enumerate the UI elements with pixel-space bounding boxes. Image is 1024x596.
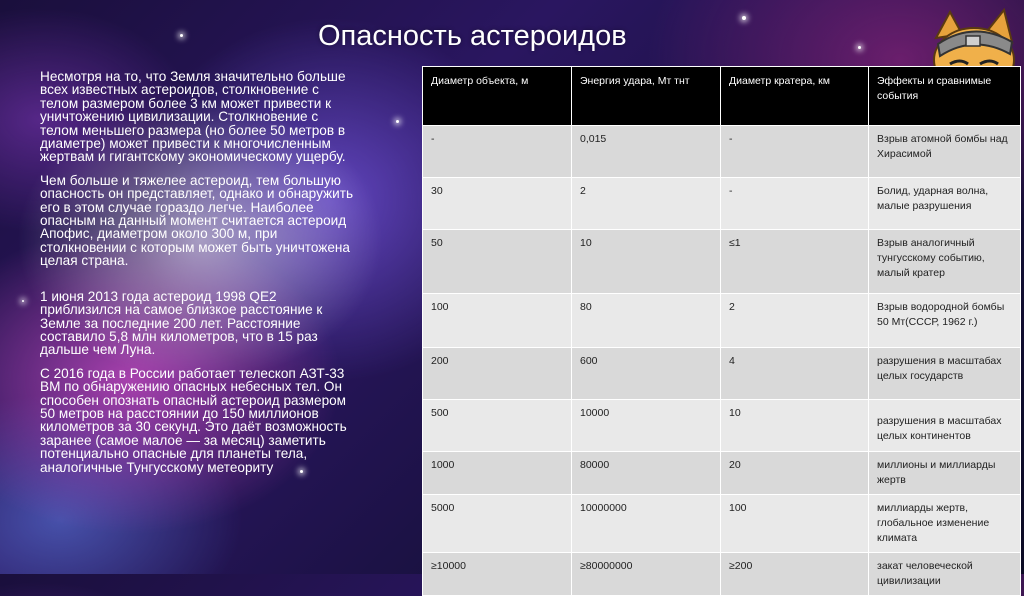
header-crater: Диаметр кратера, км <box>721 67 869 126</box>
table-header-row <box>423 67 1021 126</box>
cell-diameter: 5000 <box>423 495 572 553</box>
table-row <box>423 126 1021 178</box>
cell-crater: 2 <box>721 294 869 348</box>
cell-effects: миллионы и миллиарды жертв <box>869 452 1021 495</box>
cell-effects: Взрыв водородной бомбы 50 Мт(СССР, 1962 г.) <box>869 294 1021 348</box>
star-decoration <box>858 46 861 49</box>
cell-energy: 10000 <box>572 400 721 452</box>
paragraph-qe2: 1 июня 2013 года астероид 1998 QE2 приблизился на самое близкое расстояние к Земле за последние 200 лет. Расстояние составило 5,8 млн километров, что в 15 раз дальше чем Луна. <box>40 288 323 358</box>
cell-diameter: ≥10000 <box>423 553 572 596</box>
cell-energy: ≥80000000 <box>572 553 721 596</box>
cell-energy: 80 <box>572 294 721 348</box>
paragraph-apophis: Чем больше и тяжелее астероид, тем большую опасность он представляет, однако и обнаружить его в этом случае гораздо легче. Наиболее опасным на данный момент считается астероид Апофис, диаметром около 300 м, при столкновении с которым может быть уничтожена целая страна. <box>40 172 354 269</box>
cell-crater: 20 <box>721 452 869 495</box>
cell-diameter: 1000 <box>423 452 572 495</box>
cell-crater: 4 <box>721 348 869 400</box>
asteroid-impact-table <box>422 66 1020 587</box>
cell-diameter: 200 <box>423 348 572 400</box>
table-row <box>423 553 1021 596</box>
header-energy: Энергия удара, Мт тнт <box>572 67 721 126</box>
slide-title: Опасность астероидов <box>318 20 627 52</box>
cell-effects: миллиарды жертв, глобальное изменение климата <box>869 495 1021 553</box>
table-row <box>423 230 1021 294</box>
slide-body-text <box>40 70 358 484</box>
star-decoration <box>396 120 399 123</box>
cell-effects: Болид, ударная волна, малые разрушения <box>869 178 1021 230</box>
cell-effects: Взрыв атомной бомбы над Хирасимой <box>869 126 1021 178</box>
table-row <box>423 348 1021 400</box>
cell-energy: 600 <box>572 348 721 400</box>
star-decoration <box>742 16 746 20</box>
cell-diameter: - <box>423 126 572 178</box>
header-diameter: Диаметр объекта, м <box>423 67 572 126</box>
cell-effects: закат человеческой цивилизации <box>869 553 1021 596</box>
cell-crater: ≤1 <box>721 230 869 294</box>
cell-diameter: 100 <box>423 294 572 348</box>
cell-energy: 10 <box>572 230 721 294</box>
cell-diameter: 30 <box>423 178 572 230</box>
cell-crater: - <box>721 126 869 178</box>
table-row <box>423 178 1021 230</box>
star-decoration <box>22 300 24 302</box>
cell-effects: Взрыв аналогичный тунгусскому событию, малый кратер <box>869 230 1021 294</box>
paragraph-telescope: С 2016 года в России работает телескоп АЗТ-33 ВМ по обнаружению опасных небесных тел. Он способен опознать опасный астероид размером 50 метров на расстоянии до 150 миллионов километров за 30 секунд. Это даёт возможность заранее (самое малое — за месяц) заметить потенциально опасные для планеты тела, аналогичные Тунгусскому метеориту <box>40 365 347 475</box>
table-row <box>423 452 1021 495</box>
table-row <box>423 495 1021 553</box>
cell-crater: - <box>721 178 869 230</box>
cell-crater: 10 <box>721 400 869 452</box>
cell-energy: 80000 <box>572 452 721 495</box>
cell-effects: разрушения в масштабах целых государств <box>869 348 1021 400</box>
header-effects: Эффекты и сравнимые события <box>869 67 1021 126</box>
cell-diameter: 500 <box>423 400 572 452</box>
cell-energy: 10000000 <box>572 495 721 553</box>
cell-energy: 2 <box>572 178 721 230</box>
cell-crater: 100 <box>721 495 869 553</box>
paragraph-intro: Несмотря на то, что Земля значительно больше всех известных астероидов, столкновение с телом размером более 3 км может привести к уничтожению цивилизации. Столкновение с телом меньшего размера (но более 50 метров в диаметре) может привести к многочисленным жертвам и гигантскому экономическому ущербу. <box>40 69 346 165</box>
cell-diameter: 50 <box>423 230 572 294</box>
cell-effects: разрушения в масштабах целых континентов <box>869 400 1021 452</box>
cell-crater: ≥200 <box>721 553 869 596</box>
cell-energy: 0,015 <box>572 126 721 178</box>
star-decoration <box>180 34 183 37</box>
table-row <box>423 400 1021 452</box>
table-row <box>423 294 1021 348</box>
